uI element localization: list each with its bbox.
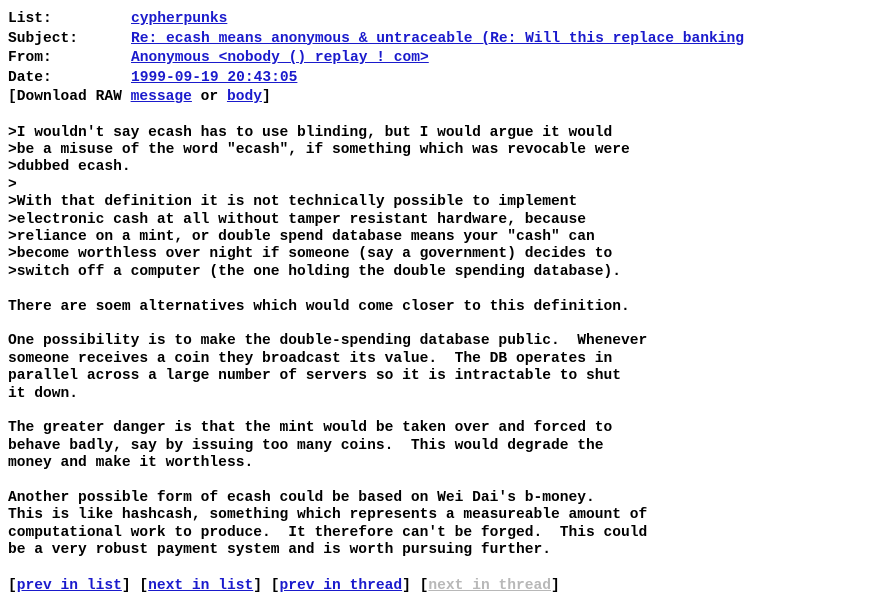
next-in-thread-link-disabled: next in thread [428,577,552,594]
nav-separator-1: ] [ [121,577,149,594]
from-label: From: [8,50,52,66]
nav-separator-2: ] [ [253,577,280,594]
prev-in-thread-link[interactable]: prev in thread [279,577,403,594]
nav-open-bracket: [ [8,577,17,594]
header-row-from [8,49,744,69]
date-link[interactable]: 1999-09-19 20:43:05 [131,69,298,86]
download-raw-line [8,88,870,108]
prev-in-list-link[interactable]: prev in list [16,577,122,594]
subject-label: Subject: [8,30,79,47]
message-headers [8,10,744,88]
list-label: List: [8,11,52,27]
subject-link[interactable]: Re: ecash means anonymous & untraceable (Re: Will this replace banking [131,30,745,47]
message-body: >I wouldn't say ecash has to use blinding, but I would argue it would >be a misuse of the word "ecash", if something which was revocable were >dubbed ecash. > >With that definition it is not technically possible to implement >electronic cash at all without tamper resistant hardware, because >reliance on a mint, or double spend database means your "cash" can >become worthless over night if someone (say a government) decides to >switch off a computer (the one holding the double spending database). There are soem alternatives which would come closer to this definition. One possibility is to make the double-spending database public. Whenever someone receives a coin they broadcast its value. The DB operates in parallel across a large number of servers so it is intractable to shut it down. The greater danger is that the mint would be taken over and forced to behave badly, say by issuing too many coins. This would degrade the money and make it worthless. Another possible form of ecash could be based on Wei Dai's b-money. This is like hashcash, something which represents a measureable amount of computational work to produce. It therefore can't be forged. This could be a very robust payment system and is worth pursuing further. [8,124,648,559]
download-or-text: or [191,89,227,105]
download-suffix: ] [261,89,271,105]
header-row-list [8,10,744,30]
next-in-list-link[interactable]: next in list [148,577,254,594]
header-row-subject [8,30,744,50]
header-row-date [8,69,744,89]
from-link[interactable]: Anonymous <nobody () replay ! com> [131,50,429,66]
list-link[interactable]: cypherpunks [131,11,228,27]
nav-close-bracket: ] [551,577,560,594]
nav-separator-3: ] [ [402,577,429,594]
message-navigation [8,577,870,597]
download-message-link[interactable]: message [130,89,192,105]
date-label: Date: [8,69,52,86]
download-body-link[interactable]: body [226,89,262,105]
download-prefix: [Download RAW [8,89,131,105]
